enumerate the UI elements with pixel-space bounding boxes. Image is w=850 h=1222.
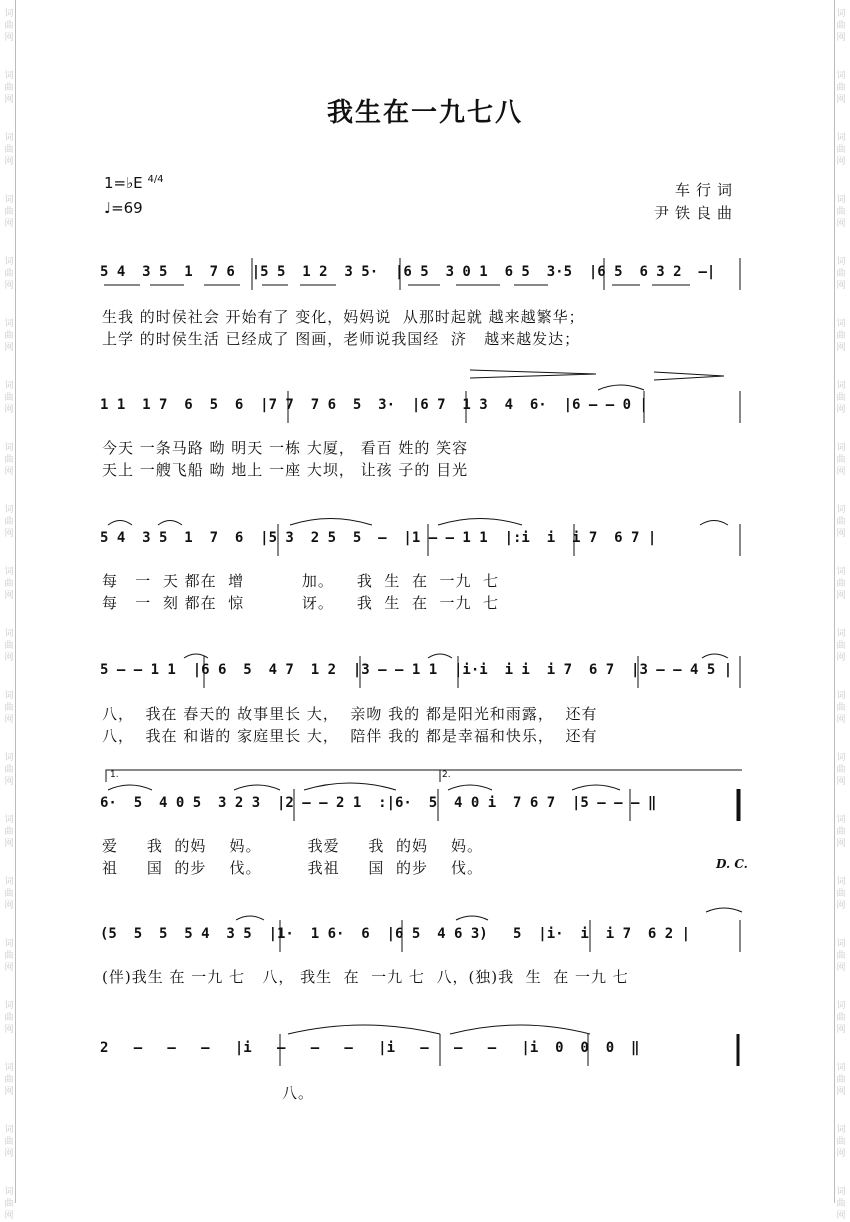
watermark-glyph: 曲 <box>4 765 14 775</box>
watermark-glyph: 网 <box>4 529 14 539</box>
watermark-glyph: 网 <box>4 653 14 663</box>
notation-row-1: 5 4 3 5 1 7 6 |5 5 1 2 3 5· |6 5 3 0 1 6 5 3·5 |6 5 6 3 2 –| <box>100 264 716 280</box>
watermark-glyph: 词 <box>4 195 14 205</box>
watermark-glyph: 词 <box>4 9 14 19</box>
watermark-glyph: 网 <box>836 839 846 849</box>
watermark-glyph: 网 <box>4 281 14 291</box>
watermark-glyph: 词 <box>4 629 14 639</box>
watermark-glyph: 曲 <box>836 579 846 589</box>
lyric-line-5-verse-1: 爱 我 的妈 妈。 我爱 我 的妈 妈。 <box>102 837 484 855</box>
watermark-glyph: 曲 <box>836 765 846 775</box>
watermark-glyph: 曲 <box>836 703 846 713</box>
watermark-glyph: 曲 <box>4 1137 14 1147</box>
watermark-glyph: 网 <box>836 1211 846 1221</box>
watermark-glyph: 词 <box>4 319 14 329</box>
watermark-glyph: 曲 <box>4 207 14 217</box>
watermark-glyph: 词 <box>836 1063 846 1073</box>
watermark-glyph: 曲 <box>4 579 14 589</box>
watermark-glyph: 曲 <box>836 455 846 465</box>
lyric-line-5-verse-2: 祖 国 的步 伐。 我祖 国 的步 伐。 <box>102 859 484 877</box>
watermark-glyph: 网 <box>836 1025 846 1035</box>
watermark-glyph: 词 <box>836 319 846 329</box>
watermark-glyph: 网 <box>4 343 14 353</box>
watermark-glyph: 网 <box>836 777 846 787</box>
watermark-glyph: 曲 <box>4 21 14 31</box>
watermark-glyph: 网 <box>4 157 14 167</box>
watermark-glyph: 网 <box>836 653 846 663</box>
tempo-marking: ♩=69 <box>104 199 143 217</box>
lyric-line-1-verse-2: 上学 的时侯生活 已经成了 图画，老师说我国经 济 越来越发达； <box>102 330 581 348</box>
watermark-glyph: 网 <box>4 95 14 105</box>
lyric-line-6: (伴)我生 在 一九 七 八， 我生 在 一九 七 八，(独)我 生 在 一九 七 <box>102 968 629 986</box>
watermark-glyph: 网 <box>4 1025 14 1035</box>
watermark-glyph: 网 <box>836 405 846 415</box>
watermark-glyph: 曲 <box>4 827 14 837</box>
watermark-glyph: 网 <box>4 591 14 601</box>
watermark-glyph: 词 <box>836 443 846 453</box>
watermark-glyph: 曲 <box>836 207 846 217</box>
lyric-line-1-verse-1: 生我 的时侯社会 开始有了 变化，妈妈说 从那时起就 越来越繁华； <box>102 308 585 326</box>
watermark-glyph: 词 <box>836 691 846 701</box>
first-ending-label: 1. <box>110 770 119 780</box>
watermark-glyph: 曲 <box>4 269 14 279</box>
watermark-glyph: 曲 <box>4 331 14 341</box>
watermark-glyph: 词 <box>836 567 846 577</box>
watermark-glyph: 网 <box>4 467 14 477</box>
lyric-line-2-verse-1: 今天 一条马路 呦 明天 一栋 大厦， 看百 姓的 笑容 <box>102 439 469 457</box>
watermark-glyph: 网 <box>4 405 14 415</box>
watermark-glyph: 曲 <box>4 83 14 93</box>
watermark-glyph: 曲 <box>836 1137 846 1147</box>
notation-row-7: 2 – – – |i – – – |i – – – |i 0 0 0 ‖ <box>100 1040 640 1056</box>
watermark-glyph: 网 <box>836 901 846 911</box>
da-capo-marking: D. C. <box>716 857 748 871</box>
watermark-glyph: 词 <box>4 1125 14 1135</box>
watermark-glyph: 网 <box>4 839 14 849</box>
watermark-glyph: 网 <box>4 1087 14 1097</box>
watermark-glyph: 网 <box>836 219 846 229</box>
watermark-glyph: 词 <box>836 257 846 267</box>
watermark-glyph: 网 <box>836 1149 846 1159</box>
watermark-glyph: 词 <box>836 9 846 19</box>
watermark-glyph: 曲 <box>836 393 846 403</box>
watermark-glyph: 网 <box>836 467 846 477</box>
watermark-glyph: 词 <box>4 753 14 763</box>
watermark-glyph: 网 <box>4 33 14 43</box>
watermark-glyph: 网 <box>4 777 14 787</box>
watermark-glyph: 曲 <box>4 889 14 899</box>
watermark-glyph: 网 <box>836 1087 846 1097</box>
notation-row-5: 6· 5 4 0 5 3 2 3 |2 – – 2 1 :|6· 5 4 0 i 7 6 7 |5 – – – ‖ <box>100 795 657 811</box>
notation-row-6: (5 5 5 5 4 3 5 |1· 1 6· 6 |6 5 4 6 3) 5 |i· i i 7 6 2 | <box>100 926 691 942</box>
watermark-glyph: 曲 <box>4 641 14 651</box>
watermark-glyph: 词 <box>836 381 846 391</box>
watermark-glyph: 词 <box>836 1001 846 1011</box>
watermark-glyph: 词 <box>836 1125 846 1135</box>
watermark-glyph: 网 <box>4 901 14 911</box>
watermark-glyph: 网 <box>4 219 14 229</box>
watermark-glyph: 词 <box>4 1187 14 1197</box>
watermark-glyph: 曲 <box>836 827 846 837</box>
watermark-glyph: 网 <box>836 591 846 601</box>
watermark-glyph: 词 <box>836 71 846 81</box>
watermark-glyph: 曲 <box>836 951 846 961</box>
watermark-glyph: 词 <box>4 939 14 949</box>
watermark-glyph: 网 <box>4 715 14 725</box>
watermark-glyph: 网 <box>4 1211 14 1221</box>
watermark-glyph: 词 <box>836 195 846 205</box>
watermark-glyph: 词 <box>836 1187 846 1197</box>
watermark-glyph: 网 <box>836 963 846 973</box>
watermark-glyph: 网 <box>836 157 846 167</box>
watermark-glyph: 曲 <box>836 145 846 155</box>
notation-row-2: 1 1 1 7 6 5 6 |7 7 7 6 5 3· |6 7 1 3 4 6· |6 – – 0 | <box>100 397 648 413</box>
lyric-line-2-verse-2: 天上 一艘飞船 呦 地上 一座 大坝， 让孩 子的 目光 <box>102 461 469 479</box>
watermark-glyph: 曲 <box>836 83 846 93</box>
watermark-glyph: 网 <box>836 281 846 291</box>
watermark-glyph: 网 <box>4 1149 14 1159</box>
watermark-glyph: 词 <box>836 629 846 639</box>
watermark-glyph: 网 <box>836 529 846 539</box>
song-title: 我生在一九七八 <box>326 98 523 128</box>
watermark-glyph: 词 <box>4 815 14 825</box>
watermark-glyph: 词 <box>836 815 846 825</box>
watermark-glyph: 曲 <box>836 1075 846 1085</box>
watermark-glyph: 词 <box>836 133 846 143</box>
watermark-glyph: 曲 <box>836 517 846 527</box>
watermark-glyph: 曲 <box>4 1075 14 1085</box>
watermark-glyph: 词 <box>836 877 846 887</box>
watermark-glyph: 曲 <box>4 145 14 155</box>
composer-credit: 尹铁良曲 <box>653 204 738 222</box>
watermark-glyph: 曲 <box>836 1199 846 1209</box>
watermark-glyph: 网 <box>4 963 14 973</box>
watermark-glyph: 词 <box>4 71 14 81</box>
notation-row-3: 5 4 3 5 1 7 6 |5 3 2 5 5 – |1 – – 1 1 |:i i i 7 6 7 | <box>100 530 657 546</box>
watermark-glyph: 曲 <box>836 1013 846 1023</box>
watermark-glyph: 曲 <box>4 517 14 527</box>
watermark-glyph: 词 <box>4 567 14 577</box>
watermark-glyph: 词 <box>4 505 14 515</box>
watermark-glyph: 词 <box>836 505 846 515</box>
second-ending-label: 2. <box>442 770 451 780</box>
watermark-glyph: 词 <box>4 257 14 267</box>
watermark-glyph: 词 <box>836 939 846 949</box>
lyric-line-3-verse-2: 每 一 刻 都在 惊 讶。 我 生 在 一九 七 <box>102 594 500 612</box>
watermark-glyph: 词 <box>4 443 14 453</box>
watermark-glyph: 词 <box>4 691 14 701</box>
watermark-glyph: 曲 <box>836 269 846 279</box>
watermark-glyph: 曲 <box>836 641 846 651</box>
watermark-glyph: 词 <box>4 1063 14 1073</box>
watermark-glyph: 曲 <box>4 703 14 713</box>
lyric-line-7: 八。 <box>282 1084 315 1102</box>
watermark-glyph: 词 <box>4 877 14 887</box>
notation-row-4: 5 – – 1 1 |6 6 5 4 7 1 2 |3 – – 1 1 |i·i i i i 7 6 7 |3 – – 4 5 | <box>100 662 733 678</box>
lyricist-credit: 车行词 <box>674 181 738 199</box>
watermark-glyph: 曲 <box>4 455 14 465</box>
watermark-glyph: 曲 <box>4 951 14 961</box>
watermark-glyph: 曲 <box>836 889 846 899</box>
watermark-glyph: 网 <box>836 343 846 353</box>
watermark-glyph: 词 <box>4 1001 14 1011</box>
lyric-line-4-verse-2: 八， 我在 和谐的 家庭里长 大， 陪伴 我的 都是幸福和快乐， 还有 <box>102 727 598 745</box>
key-signature: 1=♭E $^{4/4}$ <box>104 174 164 192</box>
watermark-glyph: 网 <box>836 95 846 105</box>
lyric-line-3-verse-1: 每 一 天 都在 增 加。 我 生 在 一九 七 <box>102 572 500 590</box>
watermark-glyph: 曲 <box>4 1199 14 1209</box>
watermark-glyph: 曲 <box>4 393 14 403</box>
watermark-glyph: 网 <box>836 715 846 725</box>
watermark-glyph: 网 <box>836 33 846 43</box>
watermark-glyph: 曲 <box>4 1013 14 1023</box>
lyric-line-4-verse-1: 八， 我在 春天的 故事里长 大， 亲吻 我的 都是阳光和雨露， 还有 <box>102 705 598 723</box>
watermark-glyph: 曲 <box>836 21 846 31</box>
watermark-glyph: 词 <box>4 381 14 391</box>
watermark-glyph: 词 <box>836 753 846 763</box>
watermark-glyph: 曲 <box>836 331 846 341</box>
watermark-glyph: 词 <box>4 133 14 143</box>
time-signature: 4/4 <box>147 174 164 185</box>
